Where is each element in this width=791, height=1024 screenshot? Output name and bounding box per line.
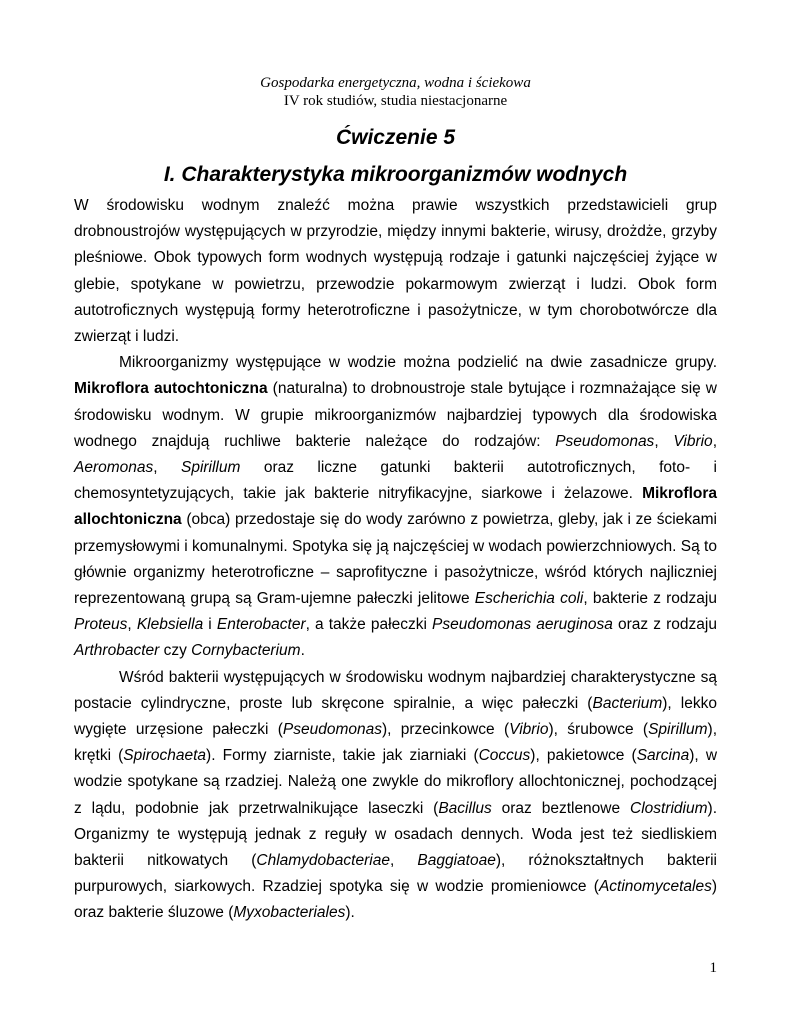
text-run: , <box>654 432 674 450</box>
text-run: , <box>389 852 418 870</box>
paragraph-1: W środowisku wodnym znaleźć można prawie wszystkich przedstawicieli grup drobnoustrojów występujących w przyrodzie, między innymi bakterie, wirusy, drożdże, grzyby pleśniowe. Obok typowych form wodnych występują rodzaje i gatunki najczęściej żyjące w glebie, spotykane w powietrzu, przewodzie pokarmowym zwierząt i ludzi. Obok form autotroficznych występują formy heterotroficzne i pasożytnicze, w tym chorobotwórcze dla zwierząt i ludzi. <box>74 197 717 346</box>
taxon-name: Chlamydobacteriae <box>256 852 390 870</box>
genus-name: Spirillum <box>180 459 241 477</box>
section-title: I. Charakterystyka mikroorganizmów wodnych <box>163 163 628 186</box>
text-run: ). Organizmy te występują jednak z reguły w osadach dennych. Woda jest też siedliskiem bakterii nitkowatych ( <box>74 799 717 870</box>
genus-name: Spirillum <box>648 721 708 739</box>
text-run: (obca) przedostaje się do wody zarówno z powietrza, gleby, jak i ze ściekami przemysłowymi i komunalnymi. Spotyka się ją najczęściej w wodach powierzchniowych. Są to głównie organizmy heterotroficzne – saprofityczne i pasożytnicze, wśród których najliczniej reprezentowaną grupą są Gram-ujemne pałeczki jelitowe <box>74 511 717 608</box>
text-run: , <box>153 459 181 477</box>
text-run: ), w wodzie spotykane są rzadziej. Należą one zwykle do mikroflory allochtonicznej, pochodzącej z lądu, podobnie jak przetrwalnikujące laseczki ( <box>74 747 718 817</box>
text-run: ). <box>345 904 355 922</box>
bold-term: Mikroflora allochtoniczna <box>74 485 717 529</box>
genus-name: Cornybacterium <box>191 642 301 660</box>
genus-name: Pseudomonas <box>282 721 382 739</box>
text-run: czy <box>159 642 192 660</box>
genus-name: Klebsiella <box>136 616 204 634</box>
genus-name: Aeromonas <box>74 459 154 477</box>
text-run: Wśród bakterii występujących w środowisku wodnym najbardziej charakterystyczne są postacie cylindryczne, proste lub skręcone spiralnie, a więc pałeczki ( <box>74 668 717 712</box>
text-run: ), śrubowce ( <box>548 721 649 739</box>
page-number: 1 <box>709 960 717 976</box>
page-header <box>0 74 791 110</box>
text-run: ). Formy ziarniste, takie jak ziarniaki ( <box>206 747 479 765</box>
text-run: ), różnokształtnych bakterii purpurowych, siarkowych. Rzadziej spotyka się w wodzie promieniowce ( <box>74 852 717 896</box>
course-name: Gospodarka energetyczna, wodna i ściekowa <box>260 75 531 91</box>
text-run: ), krętki ( <box>74 721 717 765</box>
taxon-name: Baggiatoae <box>417 852 496 870</box>
text-run: oraz beztlenowe <box>491 799 631 817</box>
text-run: ) oraz bakterie śluzowe ( <box>74 878 717 922</box>
text-run: ), lekko wygięte urzęsione pałeczki ( <box>74 694 717 739</box>
text-run: i <box>203 616 217 634</box>
paragraph-3 <box>74 665 717 927</box>
genus-name: Spirochaeta <box>123 747 207 765</box>
taxon-name: Actinomycetales <box>598 878 712 896</box>
text-run: , a także pałeczki <box>305 616 433 634</box>
exercise-title: Ćwiczenie 5 <box>335 126 456 149</box>
text-run: , <box>127 616 137 634</box>
genus-name: Vibrio <box>509 721 549 739</box>
text-run: . <box>300 642 305 660</box>
genus-name: Clostridium <box>630 799 708 817</box>
text-run: Mikroorganizmy występujące w wodzie można podzielić na dwie zasadnicze grupy. <box>119 354 717 372</box>
species-name: Escherichia coli <box>474 590 584 608</box>
genus-name: Vibrio <box>673 432 713 450</box>
genus-name: Pseudomonas <box>555 432 655 450</box>
document-body <box>74 193 717 927</box>
taxon-name: Myxobacteriales <box>233 904 346 922</box>
text-run: (naturalna) to drobnoustroje stale bytujące i rozmnażające się w środowisku wodnym. W grupie mikroorganizmów najbardziej typowych dla środowiska wodnego znajdują ruchliwe bakterie należące do rodzajów: <box>74 380 718 450</box>
text-run: ), pakietowce ( <box>530 747 637 765</box>
bold-term: Mikroflora autochtoniczna <box>74 380 268 398</box>
text-run: ), przecinkowce ( <box>381 721 510 739</box>
genus-name: Coccus <box>478 747 531 765</box>
genus-name: Enterobacter <box>216 616 306 634</box>
text-run: , <box>712 432 717 450</box>
study-year: IV rok studiów, studia niestacjonarne <box>283 93 508 109</box>
genus-name: Proteus <box>74 616 128 634</box>
paragraph-2 <box>74 350 717 664</box>
genus-name: Sarcina <box>636 747 690 765</box>
genus-name: Bacterium <box>592 694 663 712</box>
text-run: oraz liczne gatunki bakterii autotroficznych, foto- i chemosyntetyzujących, takie jak bakterie nitryfikacyjne, siarkowe i żelazowe. <box>74 459 717 503</box>
genus-name: Bacillus <box>438 799 492 817</box>
genus-name: Arthrobacter <box>74 642 160 660</box>
species-name: Pseudomonas aeruginosa <box>432 616 613 634</box>
text-run: , bakterie z rodzaju <box>583 590 717 608</box>
text-run: oraz z rodzaju <box>612 616 717 634</box>
